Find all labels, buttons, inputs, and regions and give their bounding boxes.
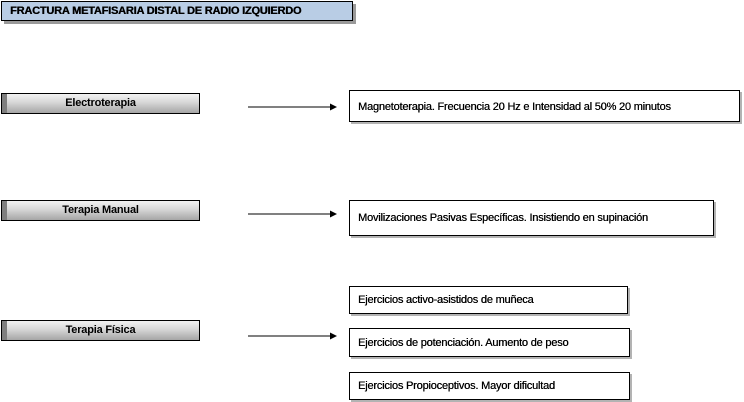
treatment-movilizaciones: Movilizaciones Pasivas Específicas. Insistiendo en supinación	[349, 200, 714, 236]
category-terapia-fisica: Terapia Física	[1, 320, 200, 341]
arrow-terapia-fisica	[248, 331, 338, 341]
diagram-title: FRACTURA METAFISARIA DISTAL DE RADIO IZQUIERDO	[1, 1, 353, 21]
treatment-ejercicios-propioceptivos: Ejercicios Propioceptivos. Mayor dificultad	[349, 372, 630, 400]
arrow-electroterapia	[248, 102, 338, 112]
treatment-ejercicios-activo-asistidos: Ejercicios activo-asistidos de muñeca	[349, 286, 628, 314]
category-electroterapia: Electroterapia	[1, 93, 200, 114]
treatment-magnetoterapia: Magnetoterapia. Frecuencia 20 Hz e Intensidad al 50% 20 minutos	[349, 90, 740, 122]
category-terapia-manual: Terapia Manual	[1, 200, 200, 221]
arrow-terapia-manual	[248, 209, 338, 219]
treatment-ejercicios-potenciacion: Ejercicios de potenciación. Aumento de peso	[349, 328, 630, 357]
